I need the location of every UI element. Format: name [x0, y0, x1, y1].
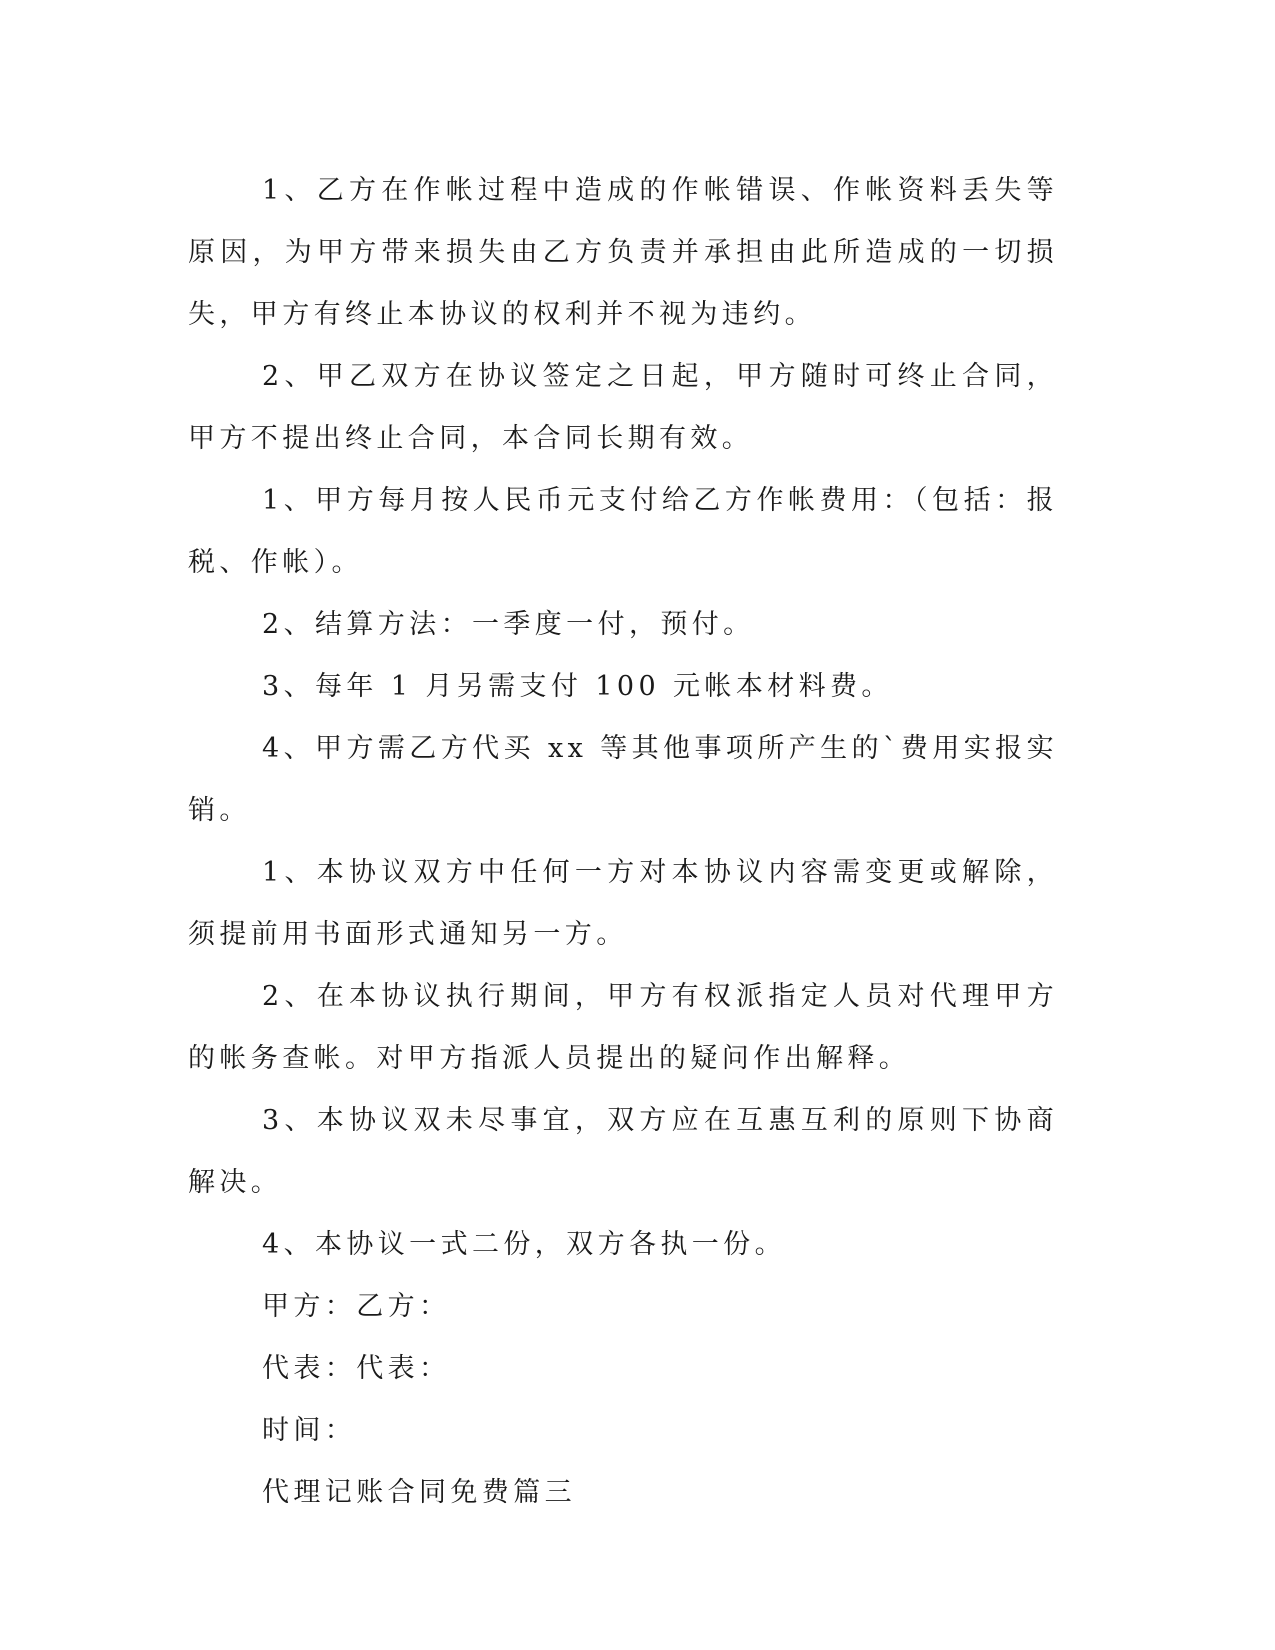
clause-paragraph: 1、甲方每月按人民币元支付给乙方作帐费用：（包括：报税、作帐）。 — [188, 485, 1058, 578]
document-body — [188, 160, 1058, 1524]
clause-paragraph: 2、甲乙双方在协议签定之日起，甲方随时可终止合同，甲方不提出终止合同，本合同长期有效。 — [188, 361, 1058, 454]
clause-paragraph: 4、本协议一式二份，双方各执一份。 — [262, 1229, 786, 1260]
clause-paragraph: 3、每年 1 月另需支付 100 元帐本材料费。 — [262, 671, 893, 702]
clause-paragraph: 1、本协议双方中任何一方对本协议内容需变更或解除，须提前用书面形式通知另一方。 — [188, 857, 1058, 950]
signature-time: 时间： — [262, 1415, 357, 1446]
signature-parties: 甲方：乙方： — [262, 1291, 451, 1322]
clause-paragraph: 4、甲方需乙方代买 xx 等其他事项所产生的`费用实报实销。 — [188, 733, 1058, 826]
clause-paragraph: 3、本协议双未尽事宜，双方应在互惠互利的原则下协商解决。 — [188, 1105, 1058, 1198]
next-section-title: 代理记账合同免费篇三 — [262, 1477, 576, 1508]
clause-paragraph: 1、乙方在作帐过程中造成的作帐错误、作帐资料丢失等原因，为甲方带来损失由乙方负责并承担由此所造成的一切损失，甲方有终止本协议的权利并不视为违约。 — [188, 175, 1058, 330]
signature-representatives: 代表：代表： — [262, 1353, 451, 1384]
clause-paragraph: 2、在本协议执行期间，甲方有权派指定人员对代理甲方的帐务查帐。对甲方指派人员提出的疑问作出解释。 — [188, 981, 1058, 1074]
clause-paragraph: 2、结算方法：一季度一付，预付。 — [262, 609, 755, 640]
